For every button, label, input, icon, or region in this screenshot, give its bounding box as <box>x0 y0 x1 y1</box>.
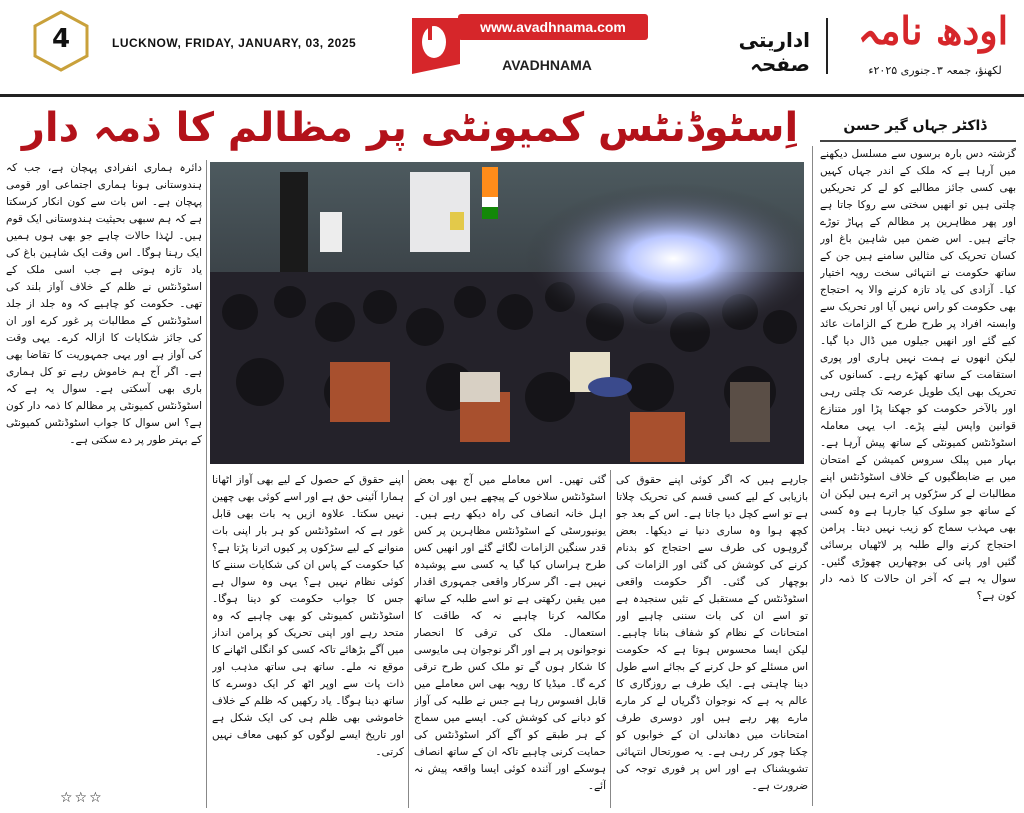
column-divider <box>206 160 207 808</box>
page-number: 4 <box>51 24 71 54</box>
website-url[interactable]: www.avadhnama.com <box>458 14 648 40</box>
article-paragraph: اپنے حقوق کے حصول کے لیے بھی آواز اٹھانا ہمارا آئینی حق ہے اور اسے کوئی بھی چھین نہیں سکتا۔ علاوہ ازیں یہ بات بھی قابل غور ہے کہ اسٹوڈنٹس کو ہر بار اپنی بات منوانے کے لیے سڑکوں پر کیوں اترنا پڑتا ہے؟ کیا حکومت کے پاس ان کی شکایات سننے کا کوئی نظام نہیں ہے؟ یہی وہ سوال ہے جس کا جواب حکومت کو دینا ہوگا۔ اسٹوڈنٹس کمیونٹی کو بھی چاہیے کہ وہ متحد رہے اور اپنی تحریک کو پرامن انداز میں آگے بڑھائے تاکہ کسی کو انگلی اٹھانے کا موقع نہ ملے۔ ساتھ ہی ساتھ مذہب اور ذات پات سے اوپر اٹھ کر ایک دوسرے کا ساتھ دینا ہوگا۔ یاد رکھیں کہ ظلم کے خلاف خاموشی بھی ظلم ہی کی ایک شکل ہے اور تاریخ ایسے لوگوں کو کبھی معاف نہیں کرتی۔ <box>212 474 404 758</box>
end-mark: ☆☆☆ <box>60 790 104 806</box>
section-title: اداریتی صفحہ <box>738 28 810 76</box>
column-divider <box>610 470 611 808</box>
article-column-right <box>820 146 1016 808</box>
byline-divider <box>820 140 1016 142</box>
article-column-center-2 <box>414 472 606 808</box>
article-paragraph: گزشتہ دس بارہ برسوں سے مسلسل دیکھنے میں آرہا ہے کہ ملک کے اندر جہاں کہیں بھی کسی جائز مطالبے کو لے کر تحریکیں چلتی ہیں تو انھیں سختی سے روکا جاتا ہے اور پھر مظاہرین پر مظالم کے پہاڑ توڑے جاتے ہیں۔ اس ضمن میں شاہین باغ اور کسان تحریک کی مثالیں سامنے ہیں جن کے ساتھ حکومت نے انتہائی سخت رویہ اختیار کیا۔ آزادی کی یاد تازہ کرنے والا یہ احتجاج بھی حکومت کو راس نہیں آیا اور تحریک سے وابستہ افراد پر طرح طرح کے الزامات عائد کیے گئے اور انھیں جیلوں میں ڈال دیا گیا۔ لیکن انھوں نے ہمت نہیں ہاری اور پوری استقامت کے ساتھ کھڑے رہے۔ کسانوں کی تحریک بھی ایک طویل عرصہ تک چلتی رہی اور بالآخر حکومت کو جھکنا پڑا اور متنازع قوانین واپس لینے پڑے۔ اب یہی معاملہ اسٹوڈنٹس کمیونٹی کے ساتھ پیش آرہا ہے۔ بہار میں پبلک سروس کمیشن کے امتحان میں بے ضابطگیوں کے خلاف اسٹوڈنٹس اپنے مطالبات لے کر سڑکوں پر اترے ہیں لیکن ان کے ساتھ جو سلوک کیا جارہا ہے وہ کسی بھی مہذب سماج کو زیب نہیں دیتا۔ پرامن احتجاج کرنے والے طلبہ پر لاٹھیاں برسائی گئیں اور پانی کی بوچھاریں چھوڑی گئیں۔ سوال یہ ہے کہ آخر ان حالات کا ذمہ دار کون ہے؟ <box>820 148 1016 602</box>
column-divider <box>812 146 813 806</box>
crowd-photo-illustration <box>210 162 804 464</box>
brand-name: AVADHNAMA <box>502 57 592 73</box>
byline: ڈاکٹر جہاں گیر حسن <box>843 118 987 134</box>
dateline: LUCKNOW, FRIDAY, JANUARY, 03, 2025 <box>112 36 357 50</box>
masthead-date: لکھنؤ، جمعہ ۳۔جنوری ۲۰۲۵ء <box>868 64 1002 77</box>
hand-logo-icon <box>402 8 464 80</box>
article-column-left <box>6 160 202 786</box>
protest-photo <box>210 162 804 464</box>
article-paragraph: دائرہ ہماری انفرادی پہچان ہے، جب کہ ہندوستانی ہونا ہماری اجتماعی اور قومی پہچان ہے۔ اس بات سے کون انکار کرسکتا ہے کہ ہم سبھی بحیثیت ہندوستانی ایک قوم ہیں۔ لہٰذا حالات چاہے جو بھی ہوں ہمیں ایک رہنا ہوگا۔ اس وقت ایک شاہین باغ کی یاد تازہ ہوتی ہے جب اسی ملک کے اسٹوڈنٹس نے ظلم کے خلاف آواز بلند کی تھی۔ حکومت کو چاہیے کہ وہ جلد از جلد اسٹوڈنٹس کے مطالبات پر غور کرے اور ان کی جائز شکایات کا ازالہ کرے۔ یہی وقت کی آواز ہے اور یہی جمہوریت کا تقاضا بھی ہے۔ اگر آج ہم خاموش رہے تو کل ہماری باری بھی آسکتی ہے۔ سوال یہ ہے کہ اسٹوڈنٹس کمیونٹی پر مظالم کا ذمہ دار کون ہے؟ اس سوال کا جواب اسٹوڈنٹس کمیونٹی کے بہتر طور پر دے سکتی ہے۔ <box>6 162 202 446</box>
headline: اِسٹوڈنٹس کمیونٹی پر مظالم کا ذمہ دار <box>21 105 799 151</box>
column-divider <box>408 470 409 808</box>
article-paragraph: گئی تھیں۔ اس معاملے میں آج بھی بعض اسٹوڈنٹس سلاخوں کے پیچھے ہیں اور ان کے اہل خانہ انصاف کی راہ دیکھ رہے ہیں۔ یونیورسٹی کے اسٹوڈنٹس مظاہرین پر کس قدر سنگین الزامات لگائے گئے اور انھیں کس طرح ہراساں کیا گیا یہ کسی سے پوشیدہ نہیں ہے۔ اگر سرکار واقعی جمہوری اقدار میں یقین رکھتی ہے تو اسے طلبہ کے ساتھ مکالمہ کرنا چاہیے نہ کہ طاقت کا استعمال۔ ملک کی ترقی کا انحصار نوجوانوں پر ہے اور اگر نوجوان ہی مایوسی کا شکار ہوں گے تو ملک کس طرح ترقی کرے گا۔ میڈیا کا رویہ بھی اس معاملے میں قابل افسوس رہا ہے جس نے طلبہ کی آواز کو دبانے کی کوشش کی۔ ایسے میں سماج کے ہر طبقے کو آگے آکر اسٹوڈنٹس کی حمایت کرنی چاہیے تاکہ ان کے ساتھ انصاف ہوسکے اور آئندہ کوئی ایسا واقعہ پیش نہ آئے۔ <box>414 474 606 792</box>
masthead-logo: اودھ نامہ <box>857 8 1009 53</box>
article-paragraph: جارہے ہیں کہ اگر کوئی اپنے حقوق کی بازیابی کے لیے کسی قسم کی تحریک چلاتا ہے تو اسے کچل دیا جاتا ہے۔ اس کے بعد جو کچھ ہوا وہ ساری دنیا نے دیکھا۔ بعض گروہوں کی طرف سے احتجاج کو بدنام کرنے کی کوشش کی گئی اور الزامات کی بوچھار کی گئی۔ اگر حکومت واقعی اسٹوڈنٹس کے مستقبل کے تئیں سنجیدہ ہے تو اسے ان کی بات سننی چاہیے اور امتحانات کے نظام کو شفاف بنانا چاہیے۔ لیکن ایسا محسوس ہوتا ہے کہ حکومت اس مسئلے کو حل کرنے کے بجائے اسے طول دینا چاہتی ہے۔ ایک طرف بے روزگاری کا عالم یہ ہے کہ نوجوان ڈگریاں لے کر مارے مارے پھر رہے ہیں اور دوسری طرف امتحانات میں دھاندلی ان کے خوابوں کو چکنا چور کر رہی ہے۔ یہ صورتحال انتہائی تشویشناک ہے اور اس پر فوری توجہ کی ضرورت ہے۔ <box>616 474 808 792</box>
article-column-center-1 <box>616 472 808 808</box>
header-divider <box>826 18 828 74</box>
article-column-center-3 <box>212 472 404 808</box>
